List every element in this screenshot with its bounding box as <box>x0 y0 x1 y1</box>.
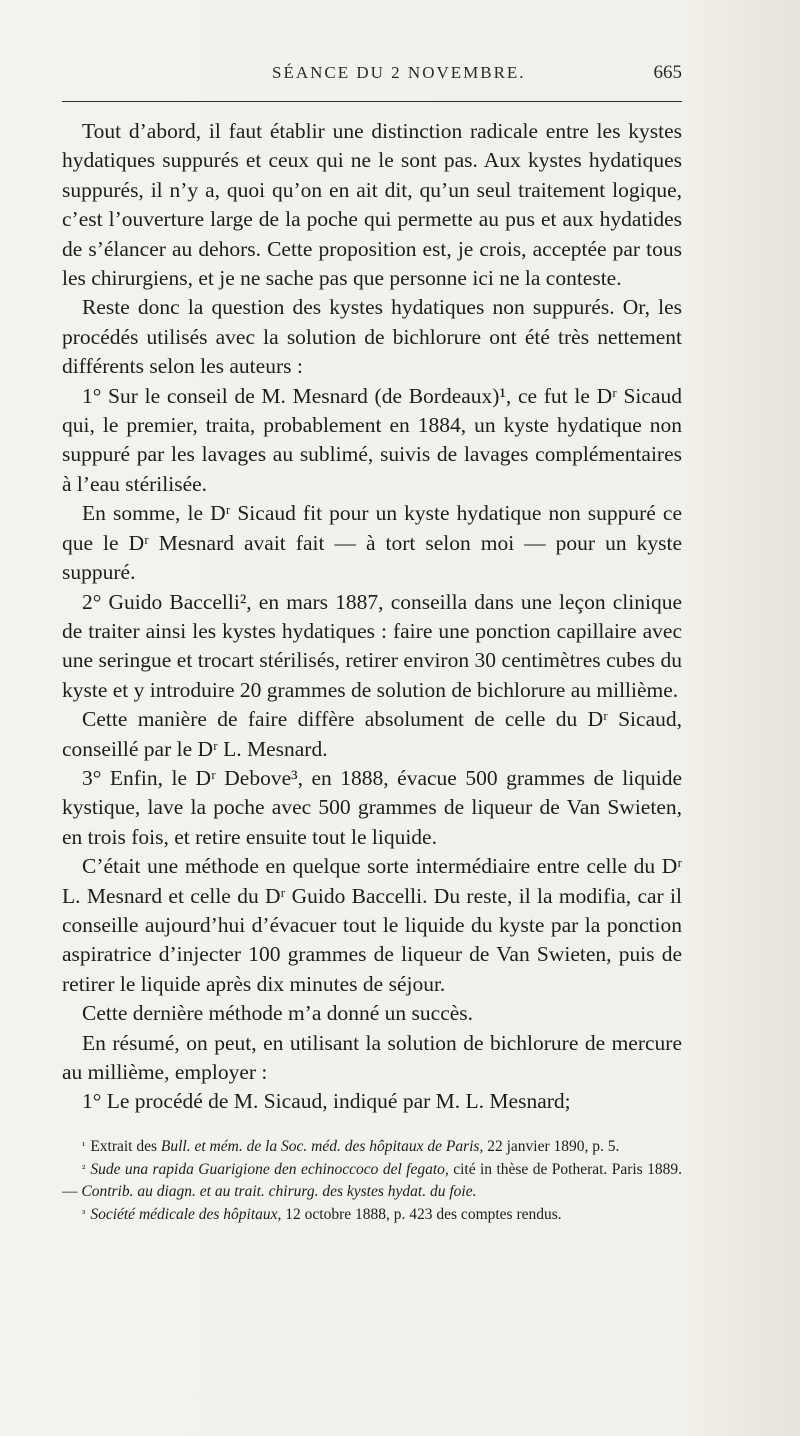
running-title: SÉANCE DU 2 NOVEMBRE. <box>272 63 526 82</box>
footnote-1 <box>62 1136 682 1159</box>
footnote-text: cité in thèse de Potherat. Paris 1889. — <box>62 1160 683 1200</box>
paragraph: Tout d’abord, il faut établir une distinction radicale entre les kystes hydatiques suppurés et ceux qui ne le sont pas. Aux kystes hydatiques suppurés, il n’y a, quoi qu’on en ait dit, qu’un seul traitement logique, c’est l’ouverture large de la poche qui permette au pus et aux hydatides de s’élancer au dehors. Cette proposition est, je crois, acceptée par tous les chirurgiens, et je ne sache pas que personne ici ne la conteste. <box>62 119 682 291</box>
page-number: 665 <box>653 62 682 83</box>
citation-title: Société médicale des hôpitaux, <box>90 1205 282 1223</box>
citation-title: Bull. et mém. de la Soc. méd. des hôpitaux de Paris, <box>160 1138 484 1155</box>
footnote-marker: ² <box>82 1162 86 1175</box>
paragraph: 3° Enfin, le Dʳ Debove³, en 1888, évacue 500 grammes de liquide kystique, lave la poche avec 500 grammes de liqueur de Van Swieten, en trois fois, et retire ensuite tout le liquide. <box>62 765 682 849</box>
footnote-text: 22 janvier 1890, p. 5. <box>483 1138 620 1155</box>
paragraph: En somme, le Dʳ Sicaud fit pour un kyste hydatique non suppuré ce que le Dʳ Mesnard avait fait — à tort selon moi — pour un kyste suppuré. <box>62 501 682 585</box>
running-head <box>62 62 682 90</box>
paragraph: 1° Le procédé de M. Sicaud, indiqué par M. L. Mesnard; <box>82 1089 571 1114</box>
paragraph: C’était une méthode en quelque sorte intermédiaire entre celle du Dʳ L. Mesnard et celle du Dʳ Guido Baccelli. Du reste, il la modifia, car il conseille aujourd’hui d’évacuer tout le liquide du kyste par la ponction aspiratrice d’injecter 100 grammes de liqueur de Van Swieten, puis de retirer le liquide après dix minutes de séjour. <box>62 854 682 996</box>
paragraph: Reste donc la question des kystes hydatiques non suppurés. Or, les procédés utilisés avec la solution de bichlorure ont été très nettement différents selon les auteurs : <box>62 295 682 379</box>
citation-title: Sude una rapida Guarigione den echinoccoco del fegato, <box>90 1160 449 1178</box>
footnote-text: 12 octobre 1888, p. 423 des comptes rendus. <box>281 1205 562 1223</box>
footnote-3 <box>62 1204 682 1227</box>
footnotes <box>62 1136 682 1226</box>
paragraph: Cette manière de faire diffère absolument de celle du Dʳ Sicaud, conseillé par le Dʳ L. Mesnard. <box>62 707 682 761</box>
body-text <box>62 117 682 1117</box>
header-rule <box>62 101 682 102</box>
citation-title: Contrib. au diagn. et au trait. chirurg. des kystes hydat. du foie. <box>81 1183 477 1200</box>
footnote-marker: ³ <box>82 1207 86 1220</box>
paragraph: 2° Guido Baccelli², en mars 1887, conseilla dans une leçon clinique de traiter ainsi les kystes hydatiques : faire une ponction capillaire avec une seringue et trocart stérilisés, retirer environ 30 centimètres cubes du kyste et y introduire 20 grammes de solution de bichlorure au millième. <box>62 589 682 702</box>
paragraph: Cette dernière méthode m’a donné un succès. <box>82 1001 474 1026</box>
footnote-text: Extrait des <box>90 1138 161 1155</box>
paragraph: En résumé, on peut, en utilisant la solution de bichlorure de mercure au millième, employer : <box>62 1030 682 1084</box>
footnote-marker: ¹ <box>82 1140 86 1152</box>
footnote-2 <box>62 1159 682 1204</box>
paragraph: 1° Sur le conseil de M. Mesnard (de Bordeaux)¹, ce fut le Dʳ Sicaud qui, le premier, traita, probablement en 1884, un kyste hydatique non suppuré par les lavages au sublimé, suivis de lavages complémentaires à l’eau stérilisée. <box>62 383 682 496</box>
